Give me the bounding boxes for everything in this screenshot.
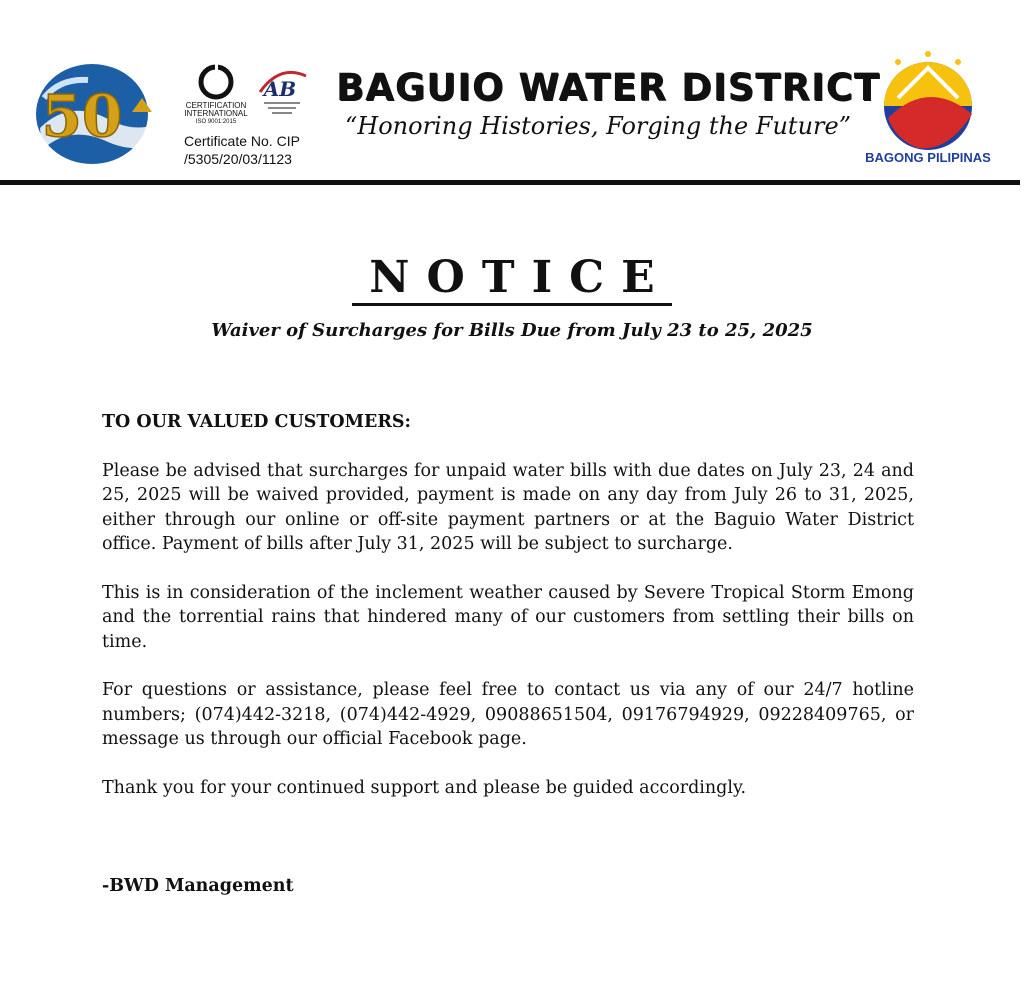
anniversary-50-text: 50: [41, 82, 123, 150]
paragraph-thanks: Thank you for your continued support and please be guided accordingly.: [102, 777, 747, 798]
notice-title-text: NOTICE: [352, 252, 671, 306]
paragraph-reason: This is in consideration of the inclement weather caused by Severe Tropical Storm Emong and the torrential rains that hindered many of our customers from settling their bills on time.: [102, 582, 914, 652]
paragraph-waiver: Please be advised that surcharges for unpaid water bills with due dates on July 23, 24 and 25, 2025 will be waived provided, payment is made on any day from July 26 to 31, 2025, either through our online or off-site payment partners or at the Baguio Water District office. Payment of bills after July 31, 2025 will be subject to surcharge.: [102, 460, 914, 554]
cert-logo-line-2: INTERNATIONAL: [184, 109, 248, 118]
anniversary-50-logo: [30, 58, 176, 168]
sign-off: -BWD Management: [102, 876, 294, 896]
organization-tagline: “Honoring Histories, Forging the Future”: [345, 112, 851, 140]
accreditation-logo: [250, 62, 314, 124]
salutation: TO OUR VALUED CUSTOMERS:: [102, 412, 411, 432]
certificate-line-2: /5305/20/03/1123: [184, 151, 292, 167]
certificate-line-1: Certificate No. CIP: [184, 133, 300, 149]
accreditation-logo-text: AB: [263, 77, 297, 101]
notice-body: [102, 410, 914, 824]
bagong-pilipinas-label: BAGONG PILIPINAS: [865, 150, 991, 165]
letterhead: [0, 0, 1024, 188]
cert-logo-line-3: ISO 9001:2015: [195, 119, 237, 124]
paragraph-contact: For questions or assistance, please feel free to contact us via any of our 24/7 hotline numbers; (074)442-3218, (074)442-4929, 09088651504, 09176794929, 09228409765, or message us through our official Facebook page.: [102, 680, 914, 749]
notice-title: [0, 250, 1024, 306]
header-divider: [0, 180, 1020, 185]
cert-logo-line-1: CERTIFICATION: [185, 101, 247, 110]
certificate-number: [184, 132, 334, 168]
notice-subtitle: Waiver of Surcharges for Bills Due from July 23 to 25, 2025: [211, 320, 813, 341]
bagong-pilipinas-logo: [868, 48, 988, 152]
organization-name: BAGUIO WATER DISTRICT: [336, 66, 881, 109]
certification-international-logo: [182, 62, 250, 124]
certification-block: [180, 62, 330, 172]
